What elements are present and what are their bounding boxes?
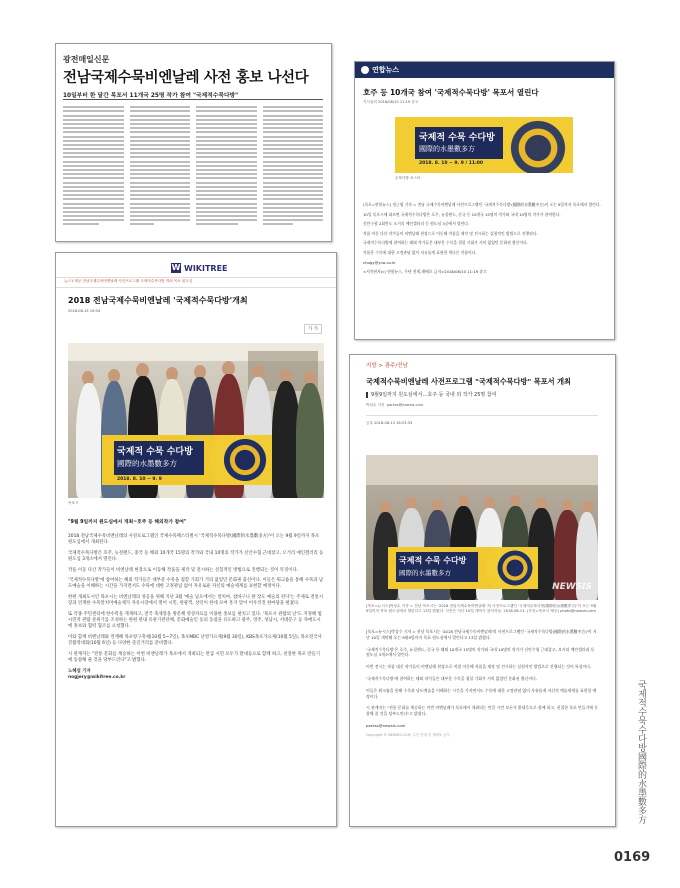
newspaper-headline: 전남국제수묵비엔날레 사전 홍보 나선다 (63, 70, 309, 86)
newspaper-source: 광전매일신문 (63, 55, 110, 64)
wikitree-lead: "9월 9일까지 원도심에서 개최~호주 등 해외작가 참여" (68, 520, 187, 525)
side-vertical-title: 국제적수묵수다방國際的水墨數多方 (636, 680, 646, 824)
wikitree-paragraph: 시 관계자는 "전통 문화를 계승하는 이번 비엔날레가 목포에서 개최되는 만큼 시민 모두가 환대응으로 함께 하고, 친절한 목포 만들기에 동참해 줄 것을 당부드린다"고 밝혔다. (68, 651, 320, 664)
newsis-banner-subtitle: 國際的水墨數多方 (399, 569, 451, 577)
newsis-watermark: NEWSIS (552, 582, 592, 592)
yonhap-date: 기사입력 2018/08/10 11:19 송고 (363, 100, 419, 104)
photo-event-banner (102, 435, 272, 485)
newsis-paragraph: '국제적수묵다방'에 참여하는 해외 작가들은 대부분 수묵을 접할 기회가 거의 없었던 문화권 출신이다. (366, 675, 538, 681)
newspaper-subhead: 10일부터 한 달간 목포서 11개국 25명 작가 참여 "국제적수묵다방" (63, 93, 239, 99)
group-photo (68, 343, 324, 498)
newsis-subtitle: 9월9일까지 원도심에서…호주 등 국내 외 작가 25명 참여 (366, 391, 496, 398)
newsis-copyright: Copyright © NEWSIS.COM, 무단 전재 및 재배포 금지 (366, 732, 450, 737)
wikitree-nav-text: 뉴스1 제공 전남국제수묵비엔날레 사전프로그램 국제적수묵다방 개최 목포 원도심 (64, 279, 193, 283)
wikitree-paragraph: 작품 이동 다산 작가들이 비엔날레 현장으로 이동해 작품을 제작 및 전시하는 실험적인 방법으로 진행되는 것이 특징이다. (68, 567, 299, 573)
yonhap-paragraph: 10일 목포시에 따르면 국제적수묵다방은 호주, 뉴질랜드, 중국 등 10개국 15명의 작가와 국내 10명의 작가가 참여한다. (363, 211, 561, 217)
wikitree-paragraph: 또 각종 주민센터에 한수막을 게재하고, 전국 축제장을 방문해 영상자료를 이용한 홍보를 펼치고 있다. '목포시 관람의 날'도 지정해 범시민적 관람 분위기를 조성하는 한편 관내 유관기관단체, 문화예술인 등의 동참을 유도하고 광주, 영주, 성남시, 서대문구 등 자매도시에 홍보와 협력 협조를 요청했다. (68, 611, 322, 630)
wikitree-photo-credit: 목포시 (68, 501, 79, 505)
photo-banner-dates: 2018. 8. 10 ~ 9. 9 (117, 477, 162, 482)
yonhap-logo: 연합뉴스 (372, 66, 400, 74)
newsis-byline: 박상수 기자 parkss@newsis.com (366, 403, 424, 407)
newsis-clipping (349, 354, 616, 827)
wikitree-article-body (68, 534, 324, 685)
font-size-button[interactable]: 가 가 (304, 324, 322, 334)
yonhap-email: chogy@yna.co.kr (363, 259, 396, 265)
newsis-article-body (366, 629, 598, 742)
wikitree-w-icon: W (171, 263, 181, 272)
wikitree-title: 2018 전남국제수묵비엔날레 '국제적수묵다방'개최 (68, 296, 248, 305)
newspaper-divider (63, 99, 323, 100)
wikitree-reporter: 노혜섭 기자 (68, 668, 91, 674)
wikitree-paragraph: 국제적수묵다방은 호주, 뉴질랜드, 중국 등 해외 10개국 15명의 작가와 국내 10명의 작가가 신안수협 근대창고, 오거리 예인갤러리 등 원도심 3개소에서 열린다. (68, 550, 324, 563)
yonhap-paragraph: 작품 이동 다산 작가들이 비엔날레 현장으로 이동해 작품을 제작 및 전시하는 실험적인 방법으로 진행된다. (363, 230, 538, 236)
page-number: 0169 (614, 850, 651, 865)
newsis-paragraph: 이번 전시는 작품 대신 작가들이 비엔날레 현장으로 직접 이동해 작품을 제작 및 전시하는 실험적인 방법으로 진행되는 것이 특징이다. (366, 664, 592, 670)
yonhap-banner-image (395, 117, 573, 173)
newsis-date: 등록 2018-08-13 16:23:33 (366, 421, 413, 425)
newsis-paragraph: 시 관계자는 "전통 문화를 계승하는 이번 비엔날레가 목포에서 개최되는 만큼 시민 모두가 환대응으로 함께 하고, 친절한 목포 만들기에 동참해 줄 것을 당부드린다"고 밝혔다. (366, 705, 598, 717)
wikitree-paragraph: 한편 개최도시인 목포시는 비엔날레의 성공을 위해 지난 3월 '예술 남도에서는 앞치마, 참바구니 판 장도 예술의 된다'는 주제로 전통시장과 연계한 수묵알치미예술제가 자유시장에서 열어 시민, 관광객, 상인이 한데 모여 흥겨 맞이 어우러진 한마당을 펼쳤다. (68, 594, 324, 607)
newsis-section: 지방 > 광주/전남 (366, 363, 408, 369)
yonhap-banner-dates: 2018. 8. 10 ~ 9. 9 / 11:00 (419, 161, 484, 166)
yonhap-paragraph: 국제적수묵다방에 참여하는 해외 작가들은 대부분 수묵을 접할 기회가 거의 없었던 문화권 출신이다. (363, 240, 528, 246)
wikitree-paragraph: 2018 전남국제수묵비엔날레의 사전프로그램인 국제수묵페스티벌시 '국제적수묵다방(國際的水墨數多方)'이 오는 9월 9일까지 목포 원도심에서 개최된다. (68, 534, 320, 546)
yonhap-header-bar (355, 62, 614, 78)
newsis-subtitle-bar (366, 392, 368, 398)
wikitree-paragraph: 이와 함께 비엔날레와 연계해 목포항구축제(10월 5~7일), 목포MBC 난영가요제(9월 30일), KBS목포가요제(10월 5일), 목포전국사진촬영대회(10월 6일) 등 다양한 즐길거리를 준비했다. (68, 634, 322, 647)
newspaper-clipping (55, 43, 332, 242)
newsis-photo-caption: [목포=뉴시스]박상수 기자 = 전남 목포시는 '2018 전남국제수묵비엔날레' 의 사전프로그램인 '국제적수묵다방(國際的水墨數多方)'이 오는 9월9일까지 목포 원도심에서 열린다고 13일 밝혔다. 사진은 지난 10일 개막식 참석자들. 2018.08.13. (사진=목포시 제공) photo@newsis.com (366, 604, 597, 614)
yonhap-copyright: <저작권자(c) 연합뉴스, 무단 전재-재배포 금지>2018/08/10 11:19 송고 (363, 269, 487, 275)
wikitree-logo: W WIKITREE (171, 263, 228, 273)
newsis-paragraph: '국제적수묵다방'은 호주, 뉴질랜드, 중국 등 해외 10개국 15명의 작가와 국내 10명의 작가가 신안수협 근대창고, 오거리 예인갤러리 등 원도심 3개소에서 열린다. (366, 646, 595, 658)
yonhap-paragraph: 작품은 수묵에 대한 고정관념 없이 자유롭게 표현한 색다른 작품이다. (363, 249, 477, 255)
yonhap-article-body (363, 202, 606, 279)
yonhap-photo-credit: 수묵다방 포스터 (395, 176, 421, 180)
yonhap-banner-title: 국제적 수묵 수다방 (419, 133, 495, 143)
newsis-paragraph: [목포=뉴시스]박상수 기자 = 전남 목포시는 '2018 전남국제수묵비엔날레'의 사전프로그램인 '국제적수묵다방(國際的水墨數多方)'이 지난 10일 개막해 오는 9월9일까지 목포 원도심에서 열린다고 13일 밝혔다. (366, 629, 597, 640)
yonhap-paragraph: (목포=연합뉴스) 정근영 기자 = 전남 국제수묵비엔날레 사전프로그램인 '국제적수묵다방'(國際的水墨數多方)이 오는 9일까지 목포에서 열린다. (363, 202, 601, 207)
wikitree-email: nogjery@wikitree.co.kr (68, 674, 126, 680)
newsis-banner-title: 국제적 수묵 수다방 (399, 556, 467, 565)
wikitree-nav-bar (56, 277, 336, 288)
yonhap-banner-subtitle: 國際的水墨數多方 (419, 145, 475, 153)
newsis-email: parkss@newsis.com (366, 722, 406, 728)
newspaper-body-text (63, 104, 323, 234)
yonhap-clipping (354, 61, 615, 340)
photo-banner-subtitle: 國際的水墨數多方 (117, 459, 177, 468)
yonhap-paragraph: 신안수협 2회만도 오거리 예인갤러리 등 원도심 3곳에서 열린다. (363, 221, 470, 227)
wikitree-date: 2018.08.13 10:04 (68, 309, 101, 313)
wikitree-clipping (55, 252, 337, 827)
newsis-photo-banner (388, 547, 538, 589)
yonhap-title: 호주 등 10개국 참여 '국제적수묵다방' 목포서 열린다 (363, 88, 539, 97)
yonhap-logo-icon (361, 66, 369, 74)
newsis-paragraph: 이들은 워크숍을 통해 수묵과 남도예술을 이해하는 시간을 가지면서도 수묵에 대한 고정관념 없이 자유롭게 자신의 예술세계를 표현할 예정이다. (366, 687, 597, 699)
wikitree-paragraph: '국제적수묵다방'에 참여하는 해외 작가들은 대부분 수묵을 접할 기회가 거의 없었던 문화권 출신이다. 이들은 워크숍을 통해 수묵과 남도예술을 이해하는 시간을 가지면서도 수묵에 대한 고정관념 없이 자유로운 자신의 예술세계를 표현할 예정이다. (68, 578, 324, 590)
newsis-group-photo (366, 455, 598, 600)
photo-banner-title: 국제적 수묵 수다방 (117, 447, 193, 457)
newsis-title: 국제적수묵비엔날레 사전프로그램 "국제적수묵다방" 목포서 개최 (366, 377, 571, 386)
